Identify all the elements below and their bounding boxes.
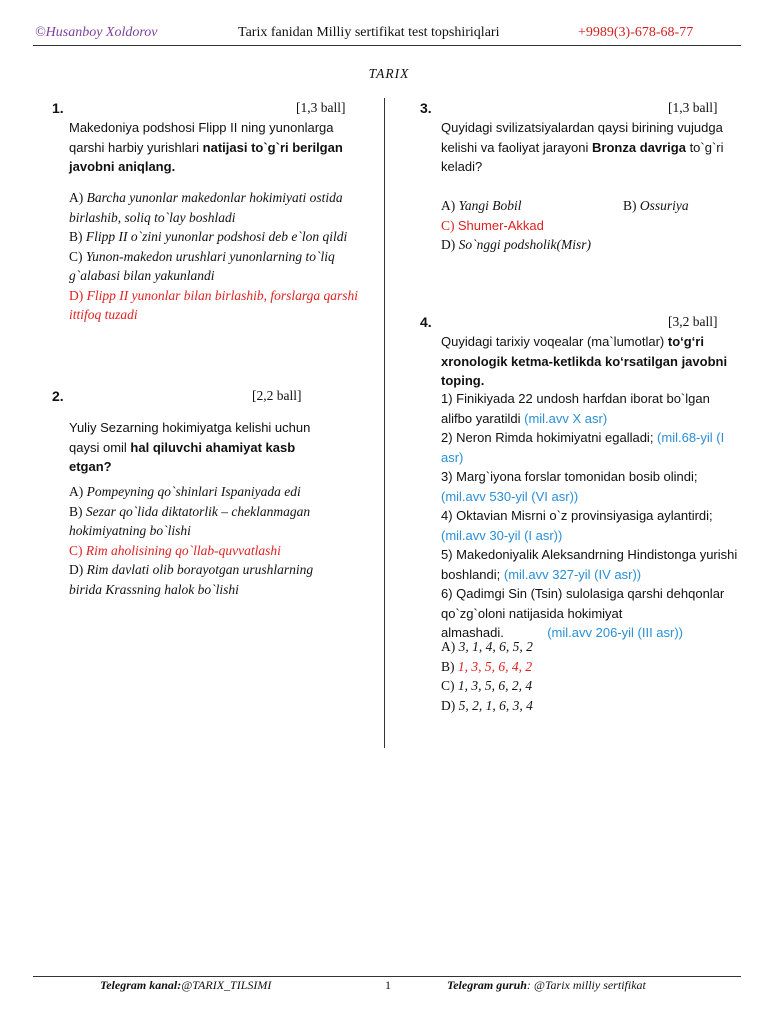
telegram-guruh[interactable]: Telegram guruh : @Tarix milliy sertifikat: [447, 978, 646, 992]
question-text: Yuliy Sezarning hokimiyatga kelishi uchun qaysi omil hal qiluvchi ahamiyat kasb etgan?: [69, 420, 311, 474]
question-text: Makedoniya podshosi Flipp II ning yunonlarga qarshi harbiy yurishlari natijasi to`g`ri berilgan javobni aniqlang.: [69, 120, 343, 174]
header-divider: [33, 45, 741, 46]
event-item: 6) Qadimgi Sin (Tsin) sulolasiga qarshi dehqonlar qo`zg`oloni natijasida hokimiyat almashadi. (mil.avv 206-yil (III asr)): [441, 586, 725, 640]
option-a[interactable]: A) Yangi Bobil B) Ossuriya: [441, 196, 741, 216]
author-name: ©Husanboy Xoldorov: [35, 25, 158, 40]
option-d[interactable]: D) So`nggi podsholik(Misr): [441, 237, 591, 252]
event-item: 2) Neron Rimda hokimiyatni egalladi; (mil.68-yil (I asr): [441, 430, 725, 465]
event-item: 5) Makedoniyalik Aleksandrning Hindistonga yurishi boshlandi; (mil.avv 327-yil (IV asr)): [441, 547, 738, 582]
option-a[interactable]: A) Pompeyning qo`shinlari Ispaniyada edi: [69, 484, 301, 499]
option-b[interactable]: B) Ossuriya: [623, 198, 689, 213]
question-number: 2.: [52, 388, 64, 404]
option-c[interactable]: C) 1, 3, 5, 6, 2, 4: [441, 678, 533, 693]
option-c-correct[interactable]: C) Rim aholisining qo`llab-quvvatlashi: [69, 542, 281, 558]
subject-title: TARIX: [368, 66, 410, 81]
event-item: 4) Oktavian Misrni o`z provinsiyasiga aylantirdi; (mil.avv 30-yil (I asr)): [441, 508, 713, 543]
option-a[interactable]: A) Barcha yunonlar makedonlar hokimiyati ostida birlashib, soliq to`lay boshladi: [69, 190, 343, 225]
question-text: Quyidagi svilizatsiyalardan qaysi birining vujudga kelishi va faoliyat jarayoni Bronza davriga to`g`ri keladi?: [441, 120, 724, 174]
answer-options: [441, 637, 741, 715]
footer-divider: [33, 976, 741, 977]
option-a[interactable]: A) 3, 1, 4, 6, 5, 2: [441, 639, 533, 654]
page-header: [33, 25, 741, 45]
option-d[interactable]: D) Rim davlati olib borayotgan urushlarning birida Krassning halok bo`lishi: [69, 562, 314, 597]
event-item: 3) Marg`iyona forslar tomonidan bosib olindi; (mil.avv 530-yil (VI asr)): [441, 469, 698, 504]
option-d[interactable]: D) 5, 2, 1, 6, 3, 4: [441, 697, 533, 713]
answer-options: [441, 196, 741, 255]
option-d-correct[interactable]: D) Flipp II yunonlar bilan birlashib, forslarga qarshi ittifoq tuzadi: [69, 287, 359, 322]
question-points: [1,3 ball]: [668, 100, 718, 115]
question-points: [3,2 ball]: [668, 314, 718, 329]
question-number: 3.: [420, 100, 432, 116]
telegram-kanal[interactable]: Telegram kanal: @TARIX_TILSIMI: [100, 978, 272, 992]
question-points: [1,3 ball]: [296, 100, 346, 115]
event-item: 1) Finikiyada 22 undosh harfdan iborat bo`lgan alifbo yaratildi (mil.avv X asr): [441, 391, 710, 426]
events-list: [441, 389, 741, 643]
header-title: Tarix fanidan Milliy sertifikat test topshiriqlari: [238, 25, 500, 40]
page-number: 1: [385, 978, 391, 992]
question-number: 1.: [52, 100, 64, 116]
question-text: Quyidagi tarixiy voqealar (ma`lumotlar) to‘g‘ri xronologik ketma-ketlikda ko‘rsatilgan javobni toping.: [441, 334, 728, 388]
answer-options: [69, 188, 359, 325]
answer-options: [69, 482, 349, 599]
header-phone: +9989(3)-678-68-77: [578, 25, 694, 40]
question-points: [2,2 ball]: [252, 388, 302, 403]
option-c[interactable]: C) Yunon-makedon urushlari yunonlarning to`liq g`alabasi bilan yakunlandi: [69, 248, 335, 283]
option-b[interactable]: B) Sezar qo`lida diktatorlik – cheklanmagan hokimiyatning bo`lishi: [69, 503, 311, 538]
option-b[interactable]: B) Flipp II o`zini yunonlar podshosi deb e`lon qildi: [69, 229, 348, 244]
option-b-correct[interactable]: B) 1, 3, 5, 6, 4, 2: [441, 658, 533, 674]
option-c-correct[interactable]: C) Shumer-Akkad: [441, 217, 544, 233]
question-number: 4.: [420, 314, 432, 330]
column-divider: [384, 98, 385, 748]
